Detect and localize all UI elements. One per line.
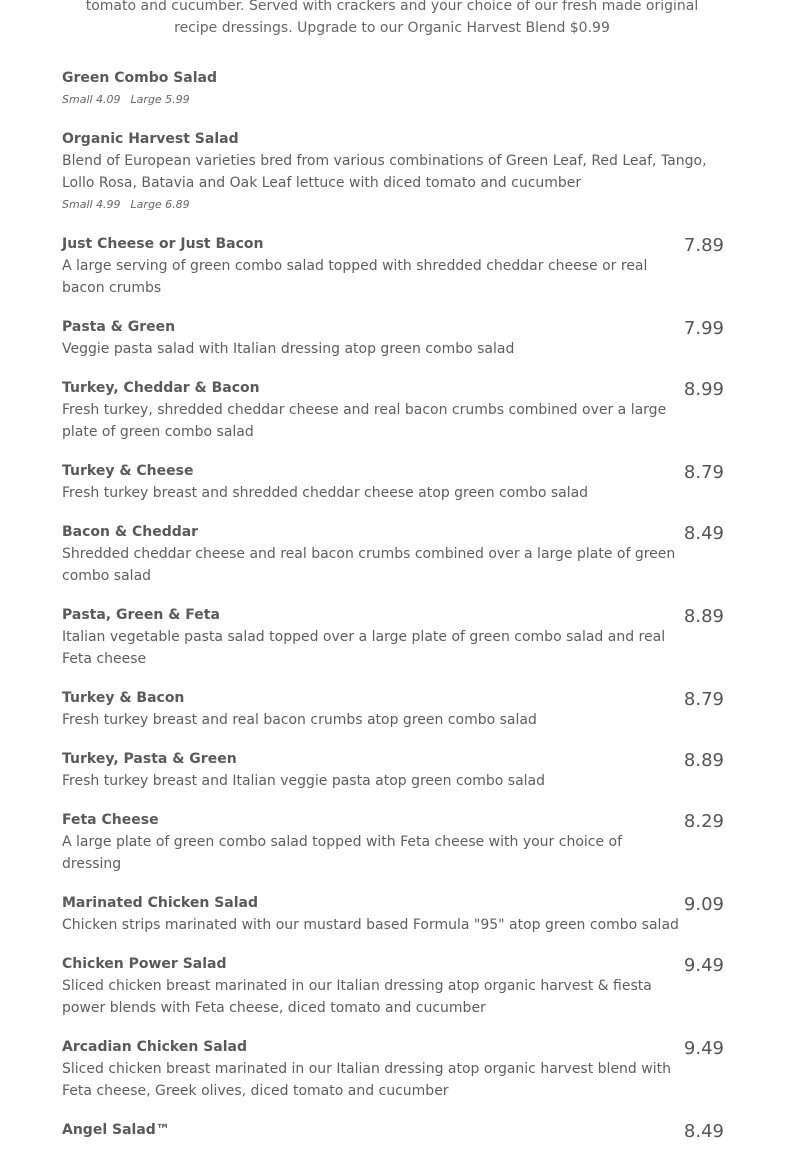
item-sizes [62,89,724,111]
item-description: Sliced chicken breast marinated in our Italian dressing atop organic harvest blend with Feta cheese, Greek olives, diced tomato and cucumber [62,1061,671,1099]
menu-item [62,128,724,216]
salad-menu [62,67,724,1158]
menu-item-body [62,521,724,587]
item-name: Feta Cheese [62,812,159,828]
menu-item-body [62,316,724,360]
item-name: Angel Salad™ [62,1122,170,1138]
item-description: Fresh turkey breast and real bacon crumbs atop green combo salad [62,712,537,728]
menu-item [62,316,724,360]
menu-item [62,460,724,504]
menu-item [62,809,724,875]
item-name: Turkey & Cheese [62,463,194,479]
item-price: 8.79 [683,689,724,710]
item-price: 8.79 [683,462,724,483]
menu-item-body [62,748,724,792]
item-description: A large plate of green combo salad topped with Feta cheese with your choice of dressing [62,834,623,872]
item-name: Turkey, Cheddar & Bacon [62,380,260,396]
item-name: Just Cheese or Just Bacon [62,236,264,252]
intro-text: tomato and cucumber. Served with crackers and your choice of our fresh made original recipe dressings. Upgrade to our Organic Harvest Blend $0.99 [85,0,699,36]
menu-item [62,67,724,111]
item-description: Italian vegetable pasta salad topped over a large plate of green combo salad and real Feta cheese [62,629,666,667]
menu-item-body [62,128,724,216]
item-name: Arcadian Chicken Salad [62,1039,248,1055]
menu-item [62,377,724,443]
item-price: 9.49 [683,1038,724,1059]
menu-item-body [62,604,724,670]
item-description: A large serving of green combo salad topped with shredded cheddar cheese or real bacon crumbs [62,258,648,296]
menu-item [62,1036,724,1102]
menu-item [62,521,724,587]
item-name: Pasta & Green [62,319,176,335]
menu-item [62,892,724,936]
menu-item-body [62,1119,724,1141]
item-description: Fresh turkey breast and Italian veggie pasta atop green combo salad [62,773,546,789]
item-price: 7.89 [683,235,724,256]
menu-item-body [62,953,724,1019]
item-price: 8.89 [683,750,724,771]
item-price: 9.49 [683,955,724,976]
small-price: Small 4.99 [62,198,121,211]
item-description: Sliced chicken breast marinated in our Italian dressing atop organic harvest & fiesta power blends with Feta cheese, diced tomato and cucumber [62,978,652,1016]
item-name: Organic Harvest Salad [62,131,239,147]
menu-item-body [62,377,724,443]
large-price: Large 5.99 [130,93,190,106]
item-description: Chicken strips marinated with our mustard based Formula "95" atop green combo salad [62,917,679,933]
menu-item [62,953,724,1019]
item-price: 8.89 [683,606,724,627]
small-price: Small 4.09 [62,93,121,106]
item-name: Pasta, Green & Feta [62,607,220,623]
item-name: Marinated Chicken Salad [62,895,258,911]
menu-item-body [62,233,724,299]
item-price: 7.99 [683,318,724,339]
item-name: Turkey & Bacon [62,690,185,706]
menu-item-body [62,809,724,875]
menu-item [62,233,724,299]
menu-item-body [62,687,724,731]
item-name: Green Combo Salad [62,70,218,86]
item-sizes [62,194,724,216]
menu-item [62,748,724,792]
item-name: Turkey, Pasta & Green [62,751,237,767]
item-description: Blend of European varieties bred from various combinations of Green Leaf, Red Leaf, Tango, Lollo Rosa, Batavia and Oak Leaf lettuce with diced tomato and cucumber [62,153,707,191]
item-price: 8.49 [683,523,724,544]
item-price: 8.29 [683,811,724,832]
menu-item-body [62,1036,724,1102]
item-price: 8.99 [683,379,724,400]
item-price: 9.09 [683,894,724,915]
item-description: Shredded cheddar cheese and real bacon crumbs combined over a large plate of green combo salad [62,546,676,584]
menu-item-body [62,67,724,111]
item-description: Fresh turkey breast and shredded cheddar cheese atop green combo salad [62,485,589,501]
menu-item-body [62,892,724,936]
item-name: Bacon & Cheddar [62,524,199,540]
item-description: Fresh turkey, shredded cheddar cheese and real bacon crumbs combined over a large plate of green combo salad [62,402,667,440]
menu-item-body [62,460,724,504]
item-price: 8.49 [683,1121,724,1142]
menu-item [62,687,724,731]
item-name: Chicken Power Salad [62,956,227,972]
large-price: Large 6.89 [130,198,190,211]
menu-item [62,604,724,670]
item-description: Veggie pasta salad with Italian dressing atop green combo salad [62,341,515,357]
menu-item [62,1119,724,1141]
